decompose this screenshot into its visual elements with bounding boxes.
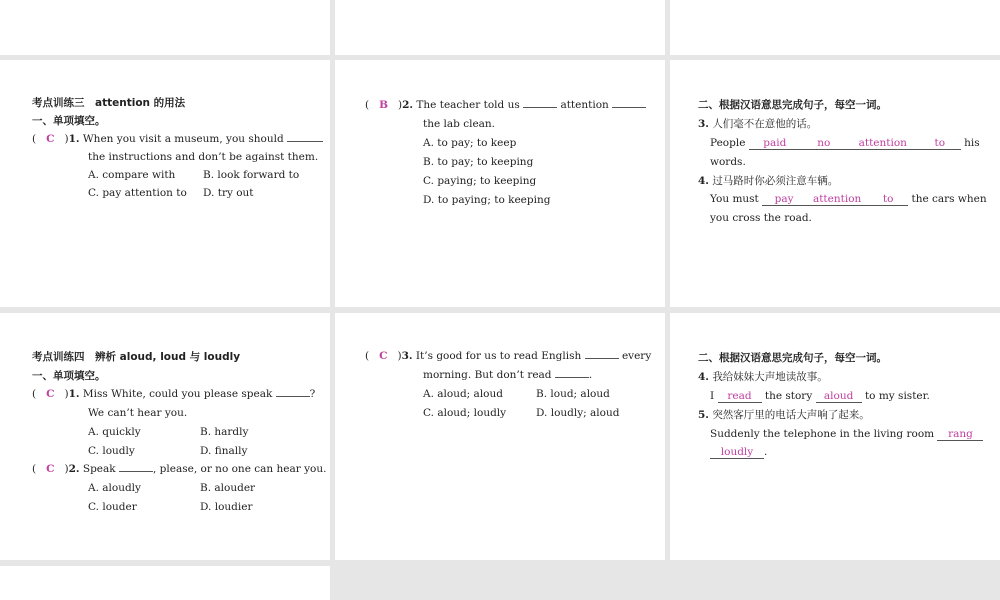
section-heading: 一、单项填空。	[32, 115, 106, 127]
section-heading: 一、单项填空。	[32, 370, 106, 382]
option-b: B. loud; aloud	[536, 388, 610, 400]
question-2: ( B )2. The teacher told us attention	[365, 99, 646, 111]
panel-aloud-translation	[670, 313, 1000, 560]
section-heading: 二、根据汉语意思完成句子，每空一词。	[698, 99, 887, 111]
answer-blank	[287, 141, 323, 142]
option-c: C. louder	[88, 501, 137, 513]
filled-answer: attention	[847, 137, 919, 150]
option-a: A. aloud; aloud	[423, 388, 503, 400]
option-d: D. finally	[200, 445, 248, 457]
filled-answer: pay	[762, 193, 806, 206]
panel-top-left	[0, 0, 330, 55]
option-d: D. loudly; aloud	[536, 407, 620, 419]
option-a: A. aloudly	[88, 482, 141, 494]
panel-attention-translation	[670, 60, 1000, 307]
panel-attention-q1	[0, 60, 330, 307]
panel-aloud-q1-q2	[0, 313, 330, 560]
option-b: B. to pay; to keeping	[423, 156, 534, 168]
panel-aloud-q3	[335, 313, 665, 560]
section-title: 考点训练四 辨析 aloud, loud 与 loudly	[32, 351, 241, 363]
answer-mark: C	[46, 463, 55, 475]
panel-bottom-left	[0, 566, 330, 600]
question-5-sentence: Suddenly the telephone in the living room rang	[710, 428, 983, 441]
answer-blank	[523, 107, 557, 108]
option-b: B. look forward to	[203, 169, 300, 181]
option-d: D. try out	[203, 187, 254, 199]
option-a: A. quickly	[88, 426, 141, 438]
answer-blank	[555, 377, 589, 378]
section-title: 考点训练三 attention 的用法	[32, 97, 186, 109]
answer-blank	[276, 396, 310, 397]
filled-answer: rang	[937, 428, 983, 441]
option-a: A. compare with	[88, 169, 176, 181]
answer-mark: C	[379, 350, 388, 362]
section-heading: 二、根据汉语意思完成句子，每空一词。	[698, 352, 887, 364]
filled-answer: no	[801, 137, 847, 150]
question-4-line2: you cross the road.	[710, 212, 812, 224]
question-5-chinese: 5. 突然客厅里的电话大声响了起来。	[698, 409, 870, 421]
option-d: D. to paying; to keeping	[423, 194, 551, 206]
filled-answer: attention	[806, 193, 868, 206]
option-b: B. hardly	[200, 426, 249, 438]
filled-answer: to	[919, 137, 961, 150]
question-3-line2: morning. But don’t read .	[423, 369, 593, 381]
option-a: A. to pay; to keep	[423, 137, 517, 149]
question-1: ( C )1. Miss White, could you please speak ?	[32, 388, 316, 400]
question-5-line2: loudly .	[710, 446, 767, 459]
question-1-line2: We can’t hear you.	[88, 407, 188, 419]
answer-blank	[612, 107, 646, 108]
option-c: C. aloud; loudly	[423, 407, 507, 419]
filled-answer: loudly	[710, 446, 764, 459]
answer-mark: C	[46, 388, 55, 400]
question-4-chinese: 4. 过马路时你必须注意车辆。	[698, 175, 839, 187]
question-4-chinese: 4. 我给妹妹大声地读故事。	[698, 371, 828, 383]
option-c: C. loudly	[88, 445, 135, 457]
question-2: ( C )2. Speak , please, or no one can hear you.	[32, 463, 327, 475]
question-4-sentence: I read the story aloud to my sister.	[710, 390, 930, 402]
question-3-sentence: People paid no attention to his	[710, 137, 980, 149]
question-1-line2: the instructions and don’t be against them.	[88, 151, 319, 163]
answer-blank	[585, 358, 619, 359]
option-c: C. paying; to keeping	[423, 175, 537, 187]
option-d: D. loudier	[200, 501, 253, 513]
filled-answer: aloud	[816, 390, 862, 403]
filled-answer: read	[718, 390, 762, 403]
question-3-line2: words.	[710, 156, 746, 168]
panel-top-middle	[335, 0, 665, 55]
option-c: C. pay attention to	[88, 187, 187, 199]
answer-blank	[119, 471, 153, 472]
question-1: ( C )1. When you visit a museum, you should	[32, 133, 323, 145]
panel-top-right	[670, 0, 1000, 55]
answer-mark: C	[46, 133, 55, 145]
option-b: B. alouder	[200, 482, 256, 494]
question-3-chinese: 3. 人们毫不在意他的话。	[698, 118, 818, 130]
question-2-line2: the lab clean.	[423, 118, 496, 130]
filled-answer: to	[868, 193, 908, 206]
answer-mark: B	[379, 99, 388, 111]
panel-attention-q2	[335, 60, 665, 307]
question-3: ( C )3. It’s good for us to read English every	[365, 350, 652, 362]
filled-answer: paid	[749, 137, 801, 150]
question-4-sentence: You must pay attention to the cars when	[710, 193, 987, 205]
